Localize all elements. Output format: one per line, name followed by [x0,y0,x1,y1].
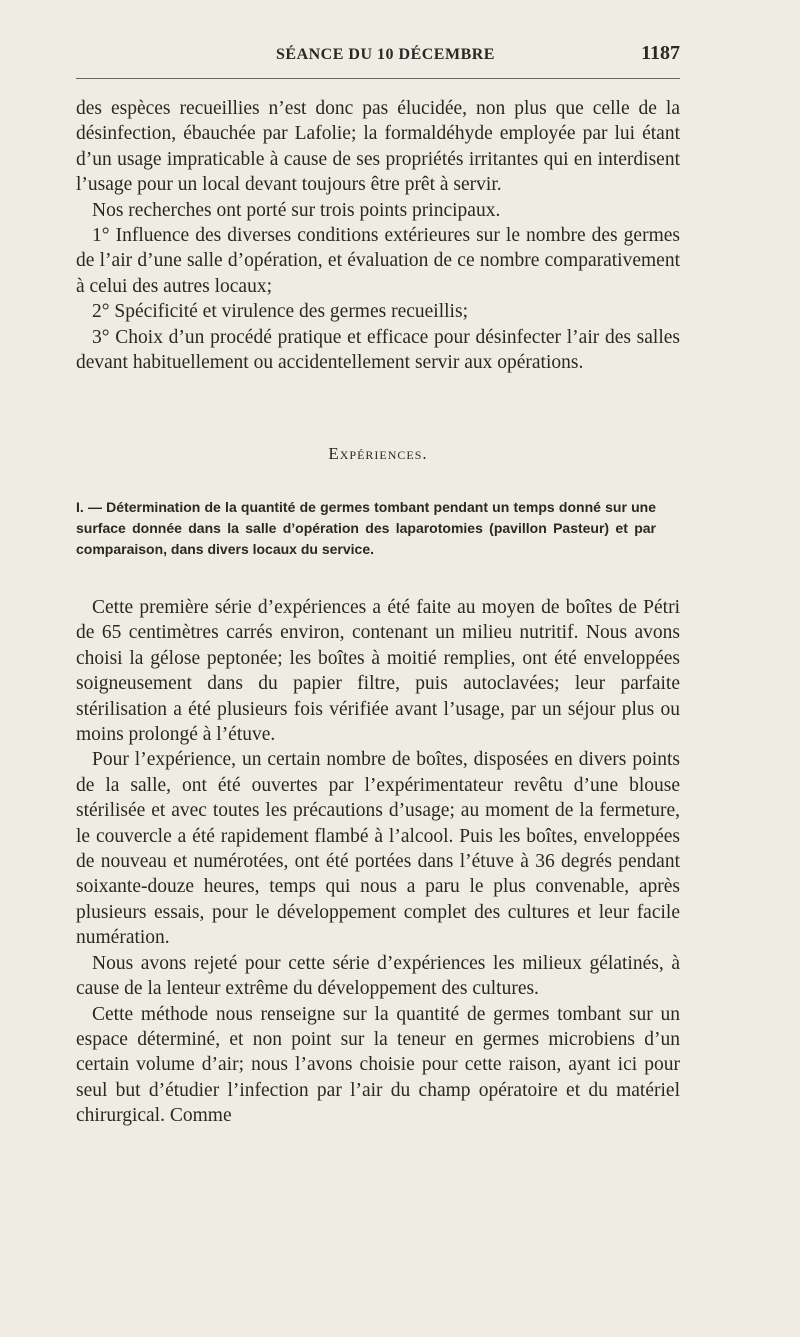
paragraph: Cette première série d’expériences a été faite au moyen de boîtes de Pétri de 65 centimètres carrés environ, contenant un milieu nutritif. Nous avons choisi la gélose peptonée; les boîtes à moitié remplies, ont été enveloppées soigneusement dans du papier filtre, puis autoclavées; leur parfaite stérilisation a été plusieurs fois vérifiée avant l’usage, par un séjour plus ou moins prolongé à l’étuve. [76,597,680,746]
header-rule [76,78,680,79]
paragraph: 1° Influence des diverses conditions extérieures sur le nombre des germes de l’air d’une salle d’opération, et évaluation de ce nombre comparativement à celui des autres locaux; [76,225,680,297]
paragraph: Nous avons rejeté pour cette série d’expériences les milieux gélatinés, à cause de la lenteur extrême du développement des cultures. [76,952,680,1000]
body-text-bottom [76,595,680,1129]
paragraph: Cette méthode nous renseigne sur la quantité de germes tombant sur un espace déterminé, et non point sur la teneur en germes microbiens d’un certain volume d’air; nous l’avons choisie pour cette raison, ayant ici pour seul but d’étudier l’infection par l’air du champ opératoire et du matériel chirurgical. Comme [76,1003,680,1127]
experiment-title: I. — Détermination de la quantité de germes tombant pendant un temps donné sur une surface donnée dans la salle d’opération des laparotomies (pavillon Pasteur) et par comparaison, dans divers locaux du service. [76,499,656,557]
paragraph: 2° Spécificité et virulence des germes recueillis; [92,301,468,323]
paragraph: 3° Choix d’un procédé pratique et efficace pour désinfecter l’air des salles devant habituellement ou accidentellement servir aux opérations. [76,326,680,374]
running-title: SÉANCE DU 10 DÉCEMBRE [276,46,495,63]
page-number: 1187 [641,42,680,64]
body-text-top [76,96,680,375]
page-header [76,42,680,72]
paragraph: des espèces recueillies n’est donc pas élucidée, non plus que celle de la désinfection, ébauchée par Lafolie; la formaldéhyde employée par lui étant d’un usage impraticable à cause de ses propriétés irritantes qui en interdisent l’usage pour un local devant toujours être prêt à servir. [76,98,680,196]
paragraph: Nos recherches ont porté sur trois points principaux. [92,199,501,221]
paragraph: Pour l’expérience, un certain nombre de boîtes, disposées en divers points de la salle, ont été ouvertes par l’expérimentateur revêtu d’une blouse stérilisée et avec toutes les précautions d’usage; au moment de la fermeture, le couvercle a été rapidement flambé à l’alcool. Puis les boîtes, enveloppées de nouveau et numérotées, ont été portées dans l’étuve à 36 degrés pendant soixante-douze heures, temps qui nous a paru le plus convenable, après plusieurs essais, pour le développement complet des cultures et leur facile numération. [76,749,680,949]
section-heading: Expériences. [328,444,428,463]
